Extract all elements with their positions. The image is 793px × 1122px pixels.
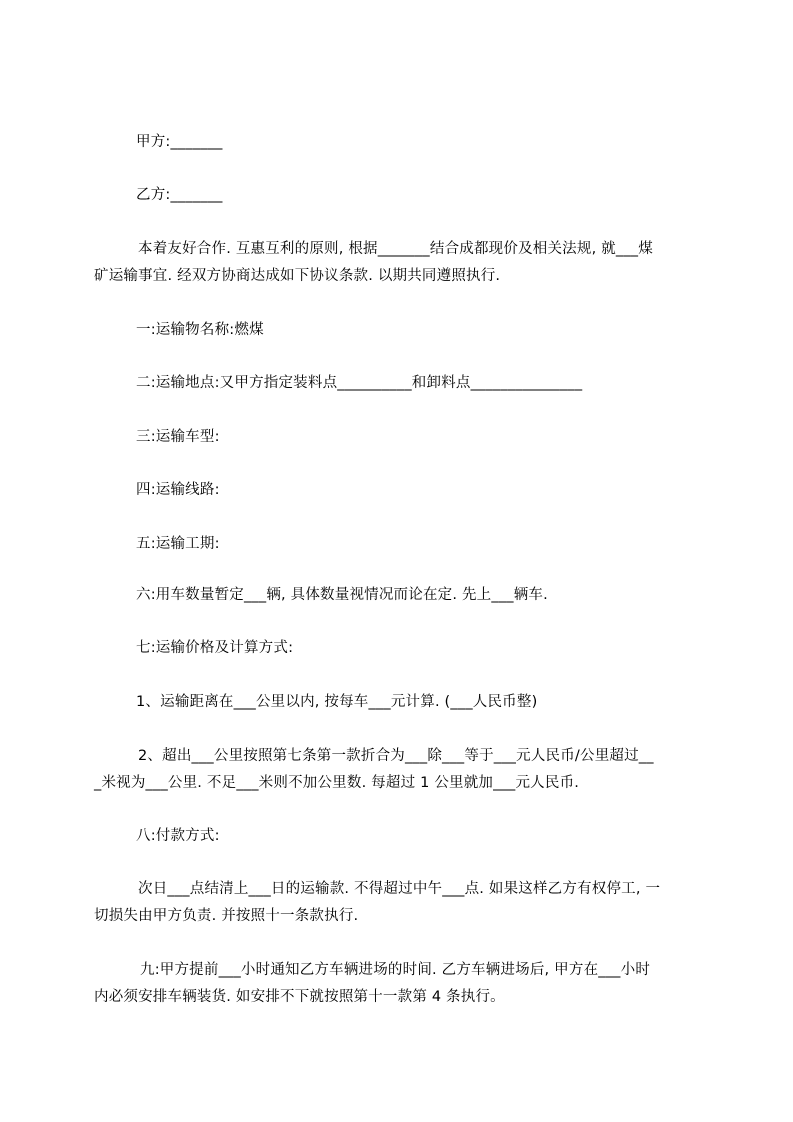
clause-7-item-2-line-2: _米视为___公里. 不足___米则不加公里数. 每超过 1 公里就加___元人民币. [94, 775, 580, 791]
clause-1: 一:运输物名称:燃煤 [136, 322, 264, 338]
party-b-line: 乙方:_______ [136, 187, 223, 203]
preamble-line-1: 本着友好合作. 互惠互利的原则, 根据_______结合成都现价及相关法规, 就___煤 [138, 241, 653, 257]
clause-7: 七:运输价格及计算方式: [136, 640, 294, 656]
preamble-line-2: 矿运输事宜. 经双方协商达成如下协议条款. 以期共同遵照执行. [94, 268, 501, 284]
clause-2: 二:运输地点:又甲方指定装料点__________和卸料点_______________ [136, 375, 583, 391]
clause-5: 五:运输工期: [136, 536, 220, 552]
clause-9-line-2: 内必须安排车辆装货. 如安排不下就按照第十一款第 4 条执行。 [94, 989, 505, 1005]
clause-8-body-line-1: 次日___点结清上___日的运输款. 不得超过中午___点. 如果这样乙方有权停工, 一 [138, 881, 661, 897]
clause-4: 四:运输线路: [136, 482, 220, 498]
clause-7-item-1: 1、运输距离在___公里以内, 按每车___元计算. (___人民币整) [136, 694, 538, 710]
clause-6: 六:用车数量暂定___辆, 具体数量视情况而论在定. 先上___辆车. [136, 587, 548, 603]
clause-8-body-line-2: 切损失由甲方负责. 并按照十一条款执行. [94, 908, 359, 924]
clause-8: 八:付款方式: [136, 828, 220, 844]
clause-9-line-1: 九:甲方提前___小时通知乙方车辆进场的时间. 乙方车辆进场后, 甲方在___小时 [140, 962, 651, 978]
clause-3: 三:运输车型: [136, 429, 220, 445]
clause-7-item-2-line-1: 2、超出___公里按照第七条第一款折合为___除___等于___元人民币/公里超过__ [138, 748, 654, 764]
party-a-line: 甲方:_______ [136, 134, 223, 150]
